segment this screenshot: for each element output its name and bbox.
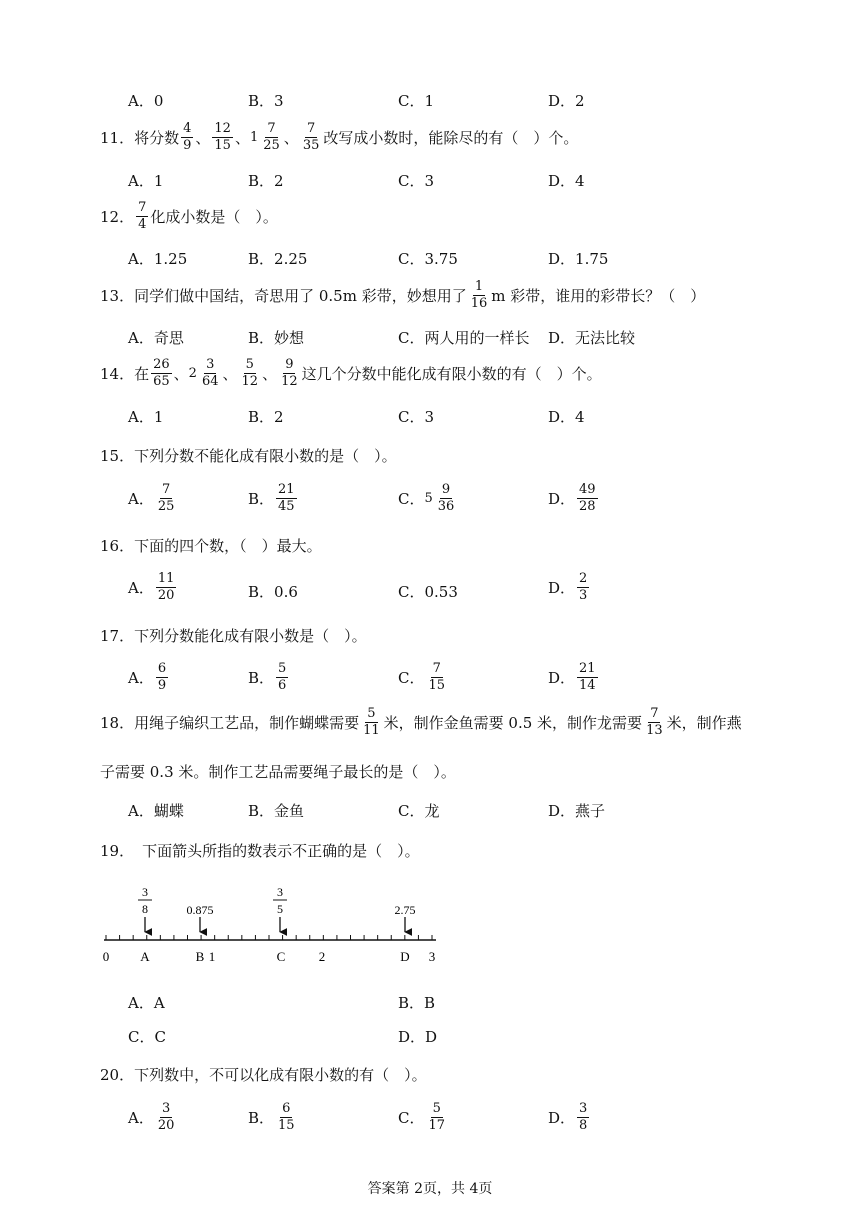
question-number: 18．: [100, 714, 135, 732]
question-18: 18． 用绳子编织工艺品，制作蝴蝶需要 $\frac{5}{11}$ 米，制作金鱼需要 0.5 米，制作龙需要 $\frac{7}{13}$ 米，制作燕: [100, 706, 742, 738]
q11-option-c: C．3: [398, 172, 435, 190]
q11-option-b: B．2: [248, 172, 284, 190]
tick-label-2: 2: [318, 949, 326, 964]
q12-option-d: D．1.75: [548, 250, 609, 268]
q14-option-a: A．1: [128, 408, 164, 426]
point-label-a: A: [140, 949, 150, 964]
q18-option-b: B．金鱼: [248, 802, 305, 820]
question-19: 19． 下面箭头所指的数表示不正确的是（ ）。: [100, 842, 420, 860]
q19-option-a: A．A: [128, 994, 165, 1012]
fraction: $\frac{7}{13}$: [646, 706, 663, 738]
q11-option-d: D．4: [548, 172, 585, 190]
question-16: 16． 下面的四个数，（ ）最大。: [100, 537, 322, 555]
q15-option-b: B． $\frac{21}{45}$: [248, 482, 295, 514]
q10-option-d: D．2: [548, 92, 585, 110]
q19-option-b: B．B: [398, 994, 436, 1012]
q14-option-d: D．4: [548, 408, 585, 426]
marker-c-denominator: 5: [277, 902, 283, 916]
question-number: 16．: [100, 537, 135, 555]
q17-option-b: B． $\frac{5}{6}$: [248, 661, 287, 693]
q16-option-d: D． $\frac{2}{3}$: [548, 571, 588, 603]
fraction: $\frac{12}{15}$: [214, 121, 231, 153]
question-number: 12．: [100, 208, 135, 226]
tick-label-1: 1: [208, 949, 216, 964]
question-number: 14．: [100, 365, 135, 383]
q18-option-c: C．龙: [398, 802, 440, 820]
question-11: 11． 将分数 $\frac{4}{9}$ 、 $\frac{12}{15}$ 、 1 $\frac{7}{25}$ 、 $\frac{7}{35}$ 改写成小数时，能除尽的有（ ）个。: [100, 121, 579, 153]
q15-option-a: A． $\frac{7}{25}$: [128, 482, 175, 514]
tick-label-0: 0: [102, 949, 110, 964]
q19-option-d: D．D: [398, 1028, 438, 1046]
point-label-d: D: [400, 949, 410, 964]
question-12: 12． $\frac{7}{4}$ 化成小数是（ ）。: [100, 200, 278, 232]
q19-option-c: C．C: [128, 1028, 166, 1046]
fraction: $\frac{5}{11}$: [363, 706, 380, 738]
marker-a-numerator: 3: [142, 885, 148, 899]
q16-option-a: A． $\frac{11}{20}$: [128, 571, 175, 603]
q14-option-c: C．3: [398, 408, 435, 426]
question-18-line-2: 子需要 0.3 米。制作工艺品需要绳子最长的是（ ）。: [100, 763, 456, 781]
question-number: 15．: [100, 447, 135, 465]
q18-option-a: A．蝴蝶: [128, 802, 184, 820]
question-number: 13．: [100, 287, 135, 305]
page-footer: 答案第 2页，共 4页: [367, 1181, 493, 1197]
q20-option-a: A． $\frac{3}{20}$: [128, 1101, 175, 1133]
fraction: $\frac{7}{35}$: [302, 121, 320, 153]
q17-option-c: C． $\frac{7}{15}$: [398, 661, 446, 693]
q10-option-c: C．1: [398, 92, 435, 110]
q10-option-b: B．3: [248, 92, 284, 110]
q20-option-d: D． $\frac{3}{8}$: [548, 1101, 588, 1133]
question-number: 20．: [100, 1066, 135, 1084]
fraction: $\frac{5}{12}$: [241, 357, 259, 389]
fraction: $\frac{1}{16}$: [470, 279, 488, 311]
marker-d-value: 2.75: [394, 903, 416, 917]
marker-c-numerator: 3: [277, 885, 283, 899]
q10-option-a: A．0: [128, 92, 164, 110]
point-label-b: B: [195, 949, 205, 964]
q13-option-d: D．无法比较: [548, 329, 636, 347]
question-17: 17． 下列分数能化成有限小数是（ ）。: [100, 627, 367, 645]
number-line-ticks: [106, 935, 432, 940]
mixed-fraction: $\frac{3}{64}$: [201, 357, 219, 389]
point-label-c: C: [276, 949, 286, 964]
q17-option-d: D． $\frac{21}{14}$: [548, 661, 596, 693]
fraction: $\frac{26}{65}$: [153, 357, 170, 389]
q12-option-b: B．2.25: [248, 250, 308, 268]
tick-label-3: 3: [428, 949, 436, 964]
q14-option-b: B．2: [248, 408, 284, 426]
number-line-diagram: [94, 880, 454, 980]
marker-a-denominator: 8: [142, 902, 148, 916]
q20-option-c: C． $\frac{5}{17}$: [398, 1101, 446, 1133]
q15-option-d: D． $\frac{49}{28}$: [548, 482, 596, 514]
fraction: $\frac{4}{9}$: [183, 121, 192, 153]
q16-option-b: B．0.6: [248, 583, 298, 601]
q18-option-d: D．燕子: [548, 802, 606, 820]
q15-option-c: C． 5 $\frac{9}{36}$: [398, 482, 455, 514]
question-15: 15． 下列分数不能化成有限小数的是（ ）。: [100, 447, 397, 465]
question-20: 20． 下列数中，不可以化成有限小数的有（ ）。: [100, 1066, 427, 1084]
question-14: 14． 在 $\frac{26}{65}$ 、 2 $\frac{3}{64}$ 、 $\frac{5}{12}$ 、 $\frac{9}{12}$ 这几个分数中能化成有限小数的有（ ）个。: [100, 357, 602, 389]
q13-option-c: C．两人用的一样长: [398, 329, 530, 347]
question-13: 13． 同学们做中国结，奇思用了 0.5m 彩带，妙想用了 $\frac{1}{16}$ m 彩带，谁用的彩带长？（ ）: [100, 279, 706, 311]
q13-option-a: A．奇思: [128, 329, 184, 347]
question-number: 11．: [100, 129, 135, 147]
q11-option-a: A．1: [128, 172, 164, 190]
q20-option-b: B． $\frac{6}{15}$: [248, 1101, 295, 1133]
q16-option-c: C．0.53: [398, 583, 458, 601]
fraction: $\frac{7}{4}$: [138, 200, 147, 232]
mixed-fraction: $\frac{7}{25}$: [263, 121, 280, 153]
q13-option-b: B．妙想: [248, 329, 305, 347]
fraction: $\frac{9}{12}$: [281, 357, 298, 389]
question-number: 17．: [100, 627, 135, 645]
q12-option-c: C．3.75: [398, 250, 458, 268]
q17-option-a: A． $\frac{6}{9}$: [128, 661, 167, 693]
q12-option-a: A．1.25: [128, 250, 188, 268]
question-number: 19．: [100, 842, 135, 860]
marker-b-value: 0.875: [186, 903, 214, 917]
